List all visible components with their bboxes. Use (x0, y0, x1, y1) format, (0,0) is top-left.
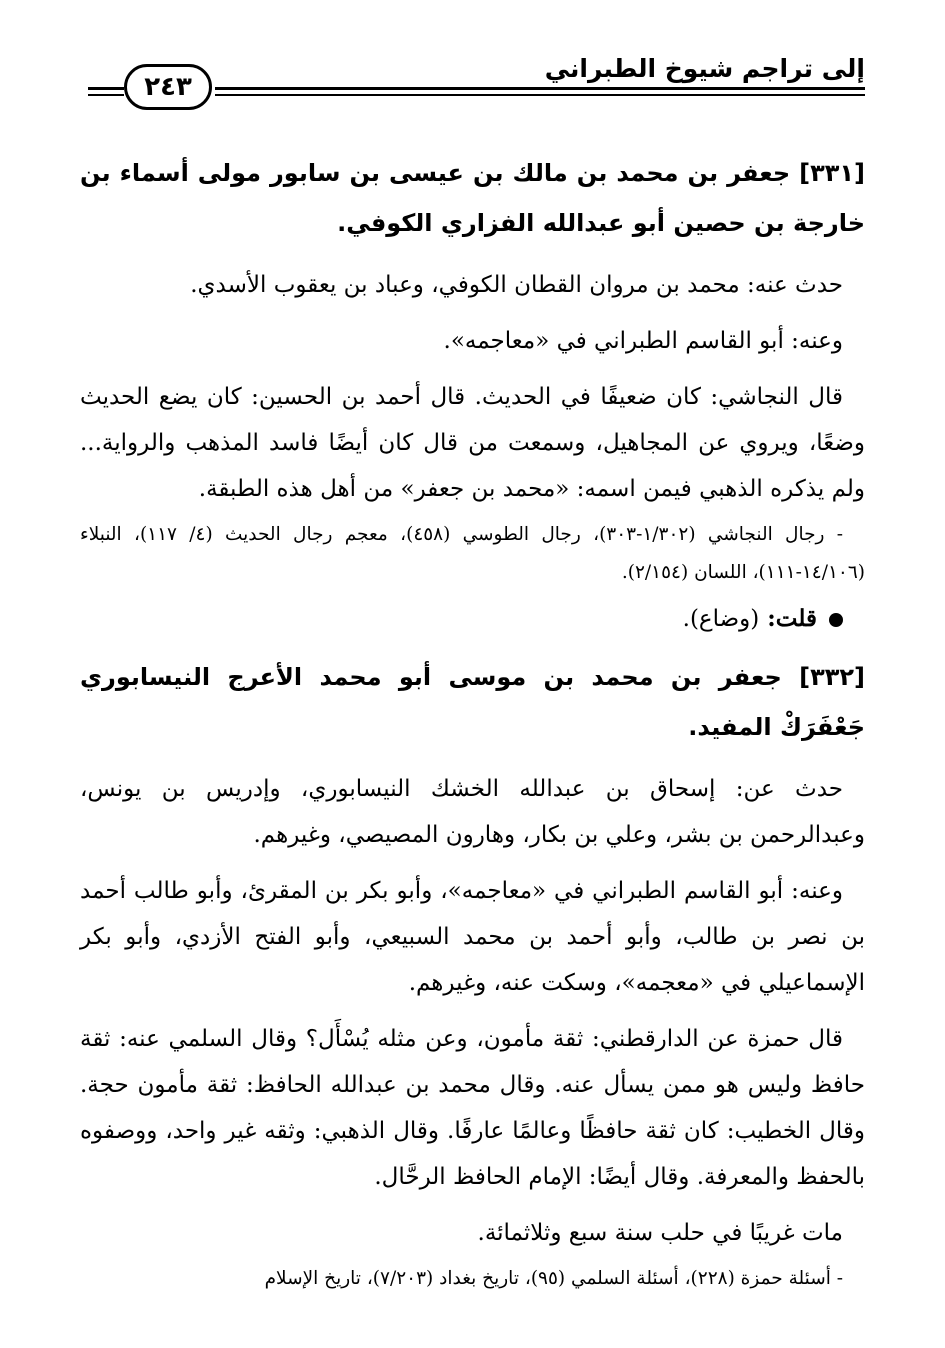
paragraph: مات غريبًا في حلب سنة سبع وثلاثمائة. (477, 1220, 843, 1246)
header-rule (215, 87, 865, 90)
page-number: ٢٤٣ (124, 64, 212, 110)
paragraph: قال حمزة عن الدارقطني: ثقة مأمون، وعن مثله يُسْأَل؟ وقال السلمي عنه: ثقة حافظ وليس هو ممن يسأل عنه. وقال محمد بن عبدالله الحافظ: ثقة مأمون حجة. وقال الخطيب: كان ثقة حافظًا وعالمًا عارفًا. وقال الذهبي: وثقه غير واحد، ووصفوه بالحفظ والمعرفة. وقال أيضًا: الإمام الحافظ الرحَّال. (80, 1026, 865, 1190)
footnote-references: - رجال النجاشي (١/٣٠٢-٣٠٣)، رجال الطوسي (٤٥٨)، معجم رجال الحديث (٤/ ١١٧)، النبلاء (١٤/١٠٦-١١١)، اللسان (٢/١٥٤). (80, 524, 865, 583)
paragraph: وعنه: أبو القاسم الطبراني في «معاجمه». (443, 328, 843, 354)
paragraph: وعنه: أبو القاسم الطبراني في «معاجمه»، وأبو بكر بن المقرئ، وأبو طالب أحمد بن نصر بن طالب، وأبو أحمد بن محمد السبيعي، وأبو الفتح الأزدي، وأبو بكر الإسماعيلي في «معجمه»، وسكت عنه، وغيرهم. (80, 878, 865, 996)
paragraph: قال النجاشي: كان ضعيفًا في الحديث. قال أحمد بن الحسين: كان يضع الحديث وضعًا، ويروي عن المجاهيل، وسمعت من قال كان أيضًا فاسد المذهب والرواية... ولم يذكره الذهبي فيمن اسمه: «محمد بن جعفر» من أهل هذه الطبقة. (80, 384, 865, 502)
entry-heading: [٣٣٢] جعفر بن محمد بن موسى أبو محمد الأعرج النيسابوري جَعْفَرَكْ المفيد. (80, 663, 865, 741)
running-title: إلى تراجم شيوخ الطبراني (544, 54, 865, 83)
header-rule (88, 87, 124, 90)
footnote-references: - أسئلة حمزة (٢٢٨)، أسئلة السلمي (٩٥)، تاريخ بغداد (٧/٢٠٣)، تاريخ الإسلام (264, 1268, 843, 1289)
bullet-icon (829, 613, 843, 627)
verdict-label: قلت: (767, 605, 817, 632)
paragraph: حدث عن: إسحاق بن عبدالله الخشك النيسابوري، وإدريس بن يونس، وعبدالرحمن بن بشر، وعلي بن بكار، وهارون المصيصي، وغيرهم. (80, 776, 865, 848)
verdict-line (80, 596, 865, 642)
header-rule (88, 94, 124, 96)
verdict-text: (وضاع). (682, 606, 760, 632)
entry-heading: [٣٣١] جعفر بن محمد بن مالك بن عيسى بن سابور مولى أسماء بن خارجة بن حصين أبو عبدالله الفزاري الكوفي. (80, 159, 865, 237)
paragraph: حدث عنه: محمد بن مروان القطان الكوفي، وعباد بن يعقوب الأسدي. (190, 272, 843, 298)
page-body (80, 148, 865, 1298)
header-rule (215, 94, 865, 96)
